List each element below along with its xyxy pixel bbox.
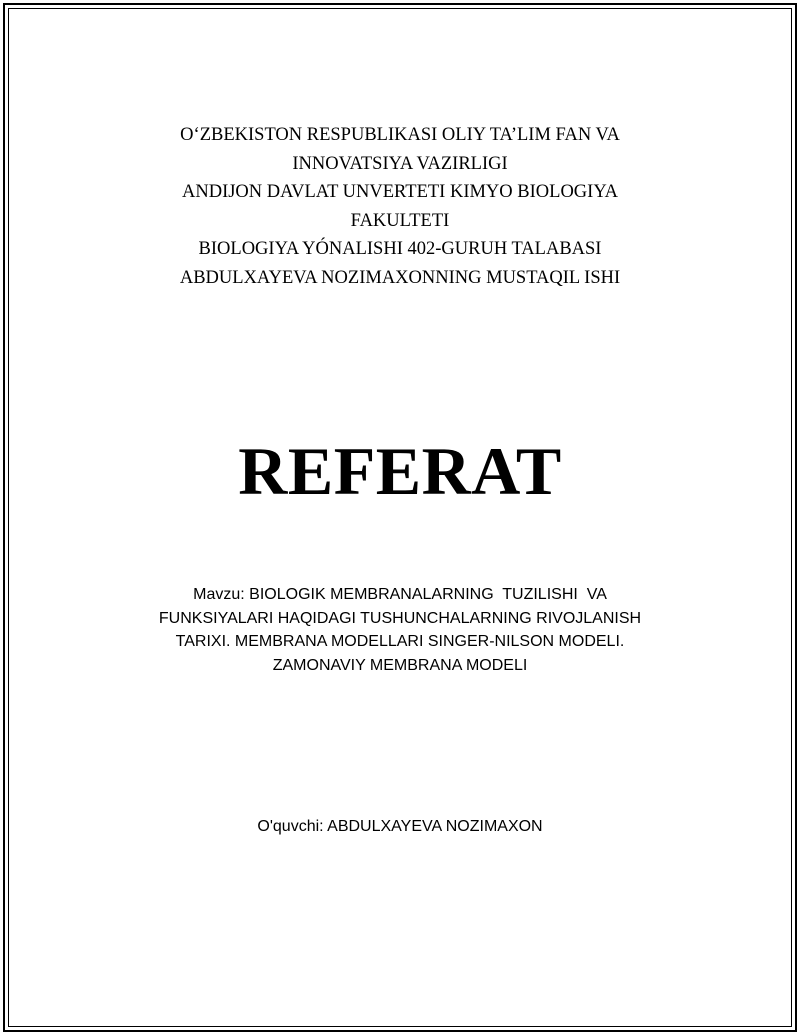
topic-line: ZAMONAVIY MEMBRANA MODELI	[272, 656, 528, 674]
header-line-ministry: O‘ZBEKISTON RESPUBLIKASI OLIY TA’LIM FAN VA	[180, 125, 620, 145]
student-name: O'quvchi: ABDULXAYEVA NOZIMAXON	[257, 818, 543, 835]
topic-block	[0, 583, 800, 677]
header-line-author: ABDULXAYEVA NOZIMAXONNING MUSTAQIL ISHI	[179, 267, 621, 288]
topic-line: Mavzu: BIOLOGIK MEMBRANALARNING TUZILISHI VA	[193, 586, 607, 603]
header-line-ministry-cont: INNOVATSIYA VAZIRLIGI	[292, 153, 508, 174]
document-title: REFERAT	[238, 433, 562, 509]
topic-line: FUNKSIYALARI HAQIDAGI TUSHUNCHALARNING RIVOJLANISH	[158, 609, 642, 627]
institution-header	[0, 121, 800, 292]
header-line-group: BIOLOGIYA YÓNALISHI 402-GURUH TALABASI	[198, 239, 602, 259]
header-line-faculty: FAKULTETI	[350, 210, 450, 231]
topic-line: TARIXI. MEMBRANA MODELLARI SINGER-NILSON MODELI.	[175, 633, 625, 650]
header-line-university: ANDIJON DAVLAT UNVERTETI KIMYO BIOLOGIYA	[181, 182, 618, 202]
